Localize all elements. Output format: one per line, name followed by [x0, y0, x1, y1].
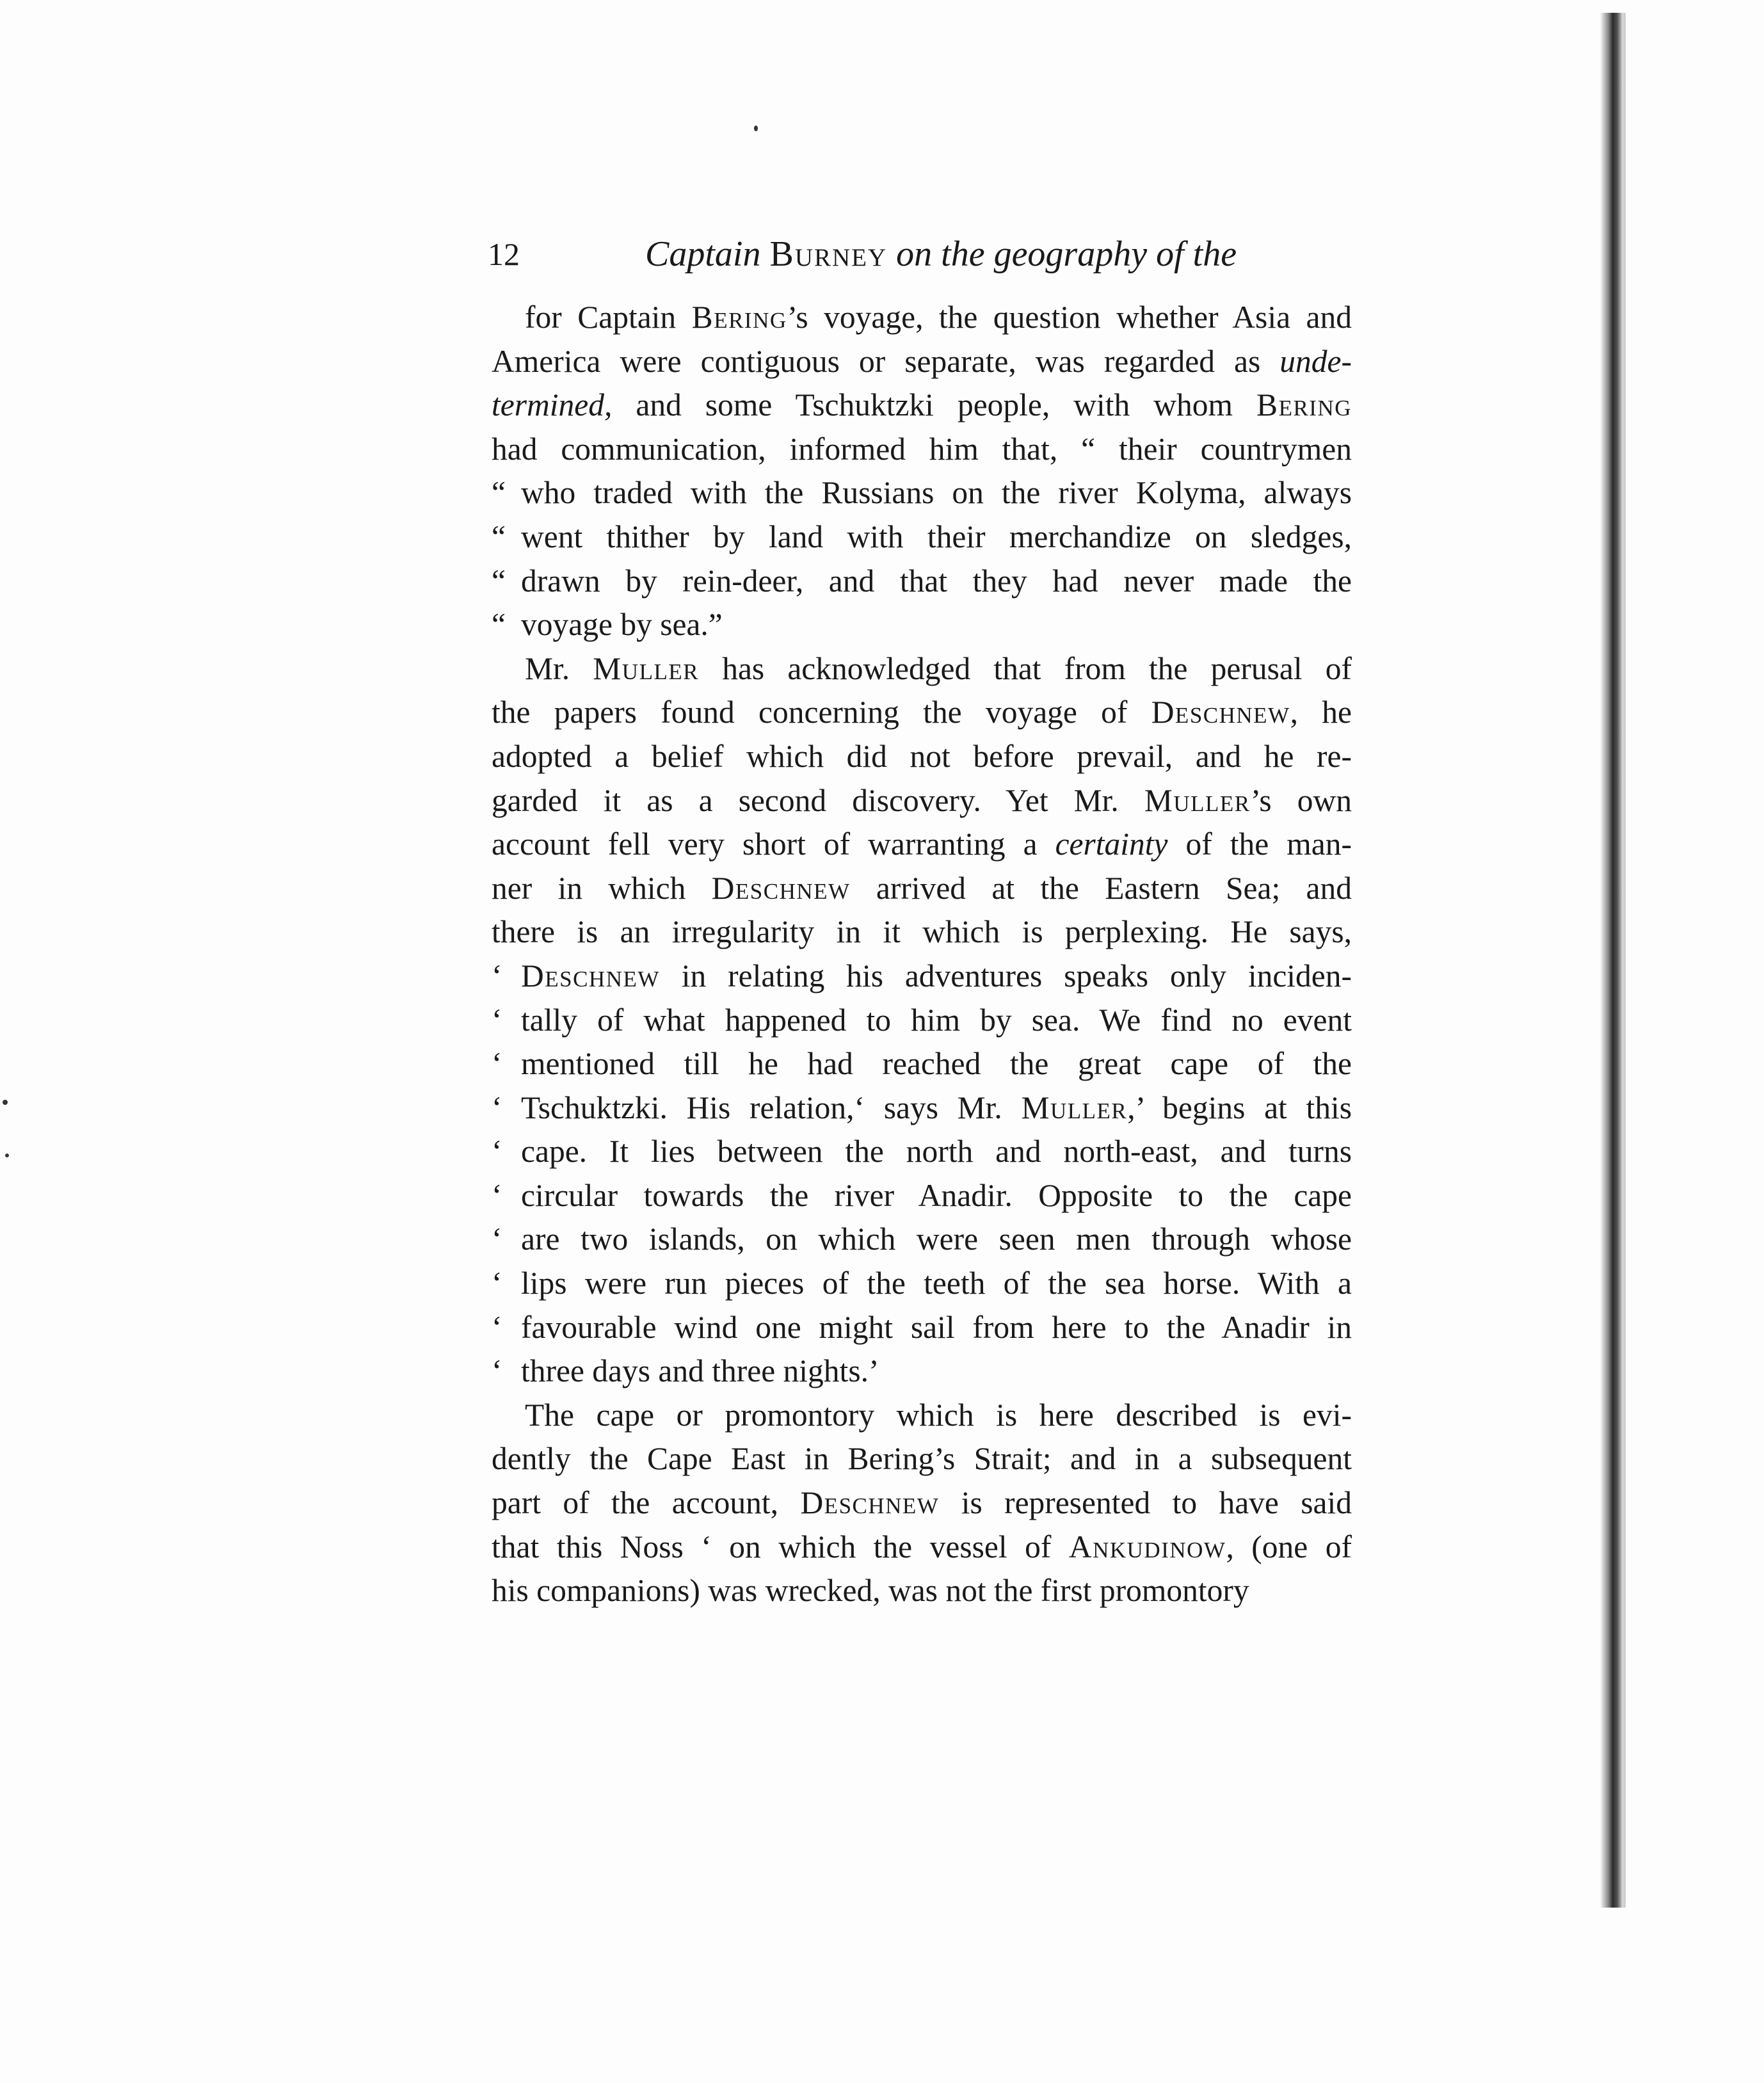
- text-run: ner in which: [492, 870, 712, 906]
- text-run: favourable wind one might sail from here to the Anadir in: [521, 1309, 1352, 1345]
- small-caps-name: Ankudinow: [1068, 1529, 1226, 1564]
- text-line: [492, 603, 1352, 647]
- text-run: cape. It lies between the north and north-east, and turns: [521, 1134, 1352, 1170]
- quote-mark: “: [492, 563, 506, 599]
- text-run: had communication, informed him that, “ their countrymen: [492, 431, 1352, 467]
- text-run: arrived at the Eastern Sea; and: [850, 870, 1352, 906]
- text-run: America were contiguous or separate, was regarded as: [492, 343, 1280, 379]
- text-line: [492, 779, 1352, 823]
- text-run: , he: [1290, 695, 1352, 730]
- quote-mark: ‘: [492, 1177, 502, 1213]
- text-run: of the man-: [1167, 826, 1352, 862]
- text-line: [492, 1086, 1352, 1130]
- small-caps-name: Bering: [691, 300, 787, 335]
- quote-mark: “: [492, 475, 506, 511]
- text-run: ’s own: [1250, 782, 1352, 818]
- text-line: [492, 1481, 1352, 1525]
- text-run: for Captain: [525, 300, 692, 335]
- quote-mark: ‘: [492, 958, 502, 993]
- small-caps-name: Deschnew: [1151, 695, 1290, 730]
- text-run: and some Tschuktzki people, with whom: [612, 387, 1257, 423]
- quote-mark: ‘: [492, 1002, 502, 1038]
- text-run: that this Noss ‘ on which the vessel of: [492, 1529, 1069, 1564]
- text-line: [492, 1262, 1352, 1306]
- text-run: three days and three nights.’: [521, 1353, 879, 1389]
- running-title-name: Burney: [769, 234, 888, 274]
- text-line: [492, 1174, 1352, 1218]
- text-run: went thither by land with their merchandize on sledges,: [521, 519, 1352, 554]
- quote-mark: “: [492, 519, 506, 554]
- text-run: in relating his adventures speaks only inciden-: [659, 958, 1352, 993]
- quote-mark: ‘: [492, 1309, 502, 1345]
- small-caps-name: Deschnew: [521, 958, 660, 993]
- text-line: [492, 428, 1352, 472]
- text-run: is represented to have said: [939, 1485, 1352, 1521]
- quote-mark: “: [492, 607, 506, 643]
- text-run: the papers found concerning the voyage of: [492, 695, 1151, 730]
- text-run: , (one of: [1226, 1529, 1352, 1564]
- text-run: voyage by sea.”: [521, 607, 723, 643]
- text-line: [492, 823, 1352, 867]
- text-line: [492, 1437, 1352, 1481]
- text-run: Mr.: [525, 650, 593, 686]
- text-run: there is an irregularity in it which is perplexing. He says,: [492, 914, 1352, 950]
- quote-mark: ‘: [492, 1353, 502, 1389]
- scan-speck: [754, 125, 758, 131]
- text-run: ,’ begins at this: [1127, 1090, 1352, 1125]
- text-line: [492, 1042, 1352, 1086]
- text-run: part of the account,: [492, 1485, 801, 1521]
- text-run: are two islands, on which were seen men through whose: [521, 1221, 1352, 1257]
- text-line: [492, 1349, 1352, 1394]
- quote-mark: ‘: [492, 1090, 502, 1125]
- running-title: [645, 232, 1237, 277]
- text-line: [492, 296, 1352, 340]
- quote-mark: ‘: [492, 1046, 502, 1082]
- text-run: ’s voyage, the question whether Asia and: [787, 300, 1352, 335]
- small-caps-name: Muller: [1021, 1090, 1128, 1125]
- quote-mark: ‘: [492, 1221, 502, 1257]
- small-caps-name: Bering: [1256, 387, 1352, 423]
- text-line: [492, 1394, 1352, 1438]
- text-line: [492, 340, 1352, 384]
- text-line: [492, 954, 1352, 999]
- text-run: who traded with the Russians on the river Kolyma, always: [521, 475, 1352, 511]
- text-line: [492, 1218, 1352, 1262]
- text-run: has acknowledged that from the perusal of: [699, 650, 1352, 686]
- text-run: lips were run pieces of the teeth of the sea horse. With a: [521, 1266, 1352, 1301]
- page-edge-shadow: [1600, 13, 1623, 1908]
- text-run: garded it as a second discovery. Yet Mr.: [492, 782, 1144, 818]
- text-run: drawn by rein-deer, and that they had never made the: [521, 563, 1352, 599]
- text-run: mentioned till he had reached the great cape of the: [521, 1046, 1352, 1082]
- small-caps-name: Muller: [1144, 782, 1251, 818]
- text-line: [492, 999, 1352, 1043]
- italic-run: termined,: [492, 387, 613, 423]
- text-run: his companions) was wrecked, was not the first promontory: [492, 1573, 1249, 1609]
- quote-mark: ‘: [492, 1134, 502, 1170]
- body-text: [492, 296, 1352, 1613]
- text-line: [492, 691, 1352, 735]
- italic-run: unde-: [1279, 343, 1352, 379]
- text-line: [492, 1525, 1352, 1570]
- scan-speck: [3, 1100, 8, 1105]
- scan-speck: [5, 1154, 9, 1157]
- text-line: [492, 647, 1352, 691]
- running-title-post: on the geography of the: [887, 234, 1237, 274]
- text-run: dently the Cape East in Bering’s Strait; and in a subsequent: [492, 1441, 1352, 1477]
- text-line: [492, 515, 1352, 559]
- text-run: adopted a belief which did not before prevail, and he re-: [492, 738, 1352, 774]
- text-run: The cape or promontory which is here described is evi-: [525, 1397, 1352, 1433]
- text-line: [492, 1130, 1352, 1174]
- text-line: [492, 559, 1352, 604]
- text-run: account fell very short of warranting a: [492, 826, 1055, 862]
- text-line: [492, 867, 1352, 911]
- text-run: tally of what happened to him by sea. We find no event: [521, 1002, 1352, 1038]
- page-edge-line: [1623, 13, 1626, 1908]
- text-line: [492, 471, 1352, 515]
- quote-mark: ‘: [492, 1266, 502, 1301]
- text-line: [492, 735, 1352, 779]
- text-line: [492, 1569, 1352, 1613]
- text-run: Tschuktzki. His relation,‘ says Mr.: [521, 1090, 1022, 1125]
- text-line: [492, 1306, 1352, 1350]
- text-run: circular towards the river Anadir. Opposite to the cape: [521, 1177, 1352, 1213]
- italic-run: certainty: [1055, 826, 1168, 862]
- page-number: 12: [488, 236, 520, 272]
- running-title-pre: Captain: [645, 234, 770, 274]
- small-caps-name: Deschnew: [800, 1485, 940, 1521]
- small-caps-name: Muller: [593, 650, 700, 686]
- small-caps-name: Deschnew: [711, 870, 851, 906]
- text-line: [492, 383, 1352, 428]
- running-header: [488, 232, 1352, 277]
- text-line: [492, 910, 1352, 954]
